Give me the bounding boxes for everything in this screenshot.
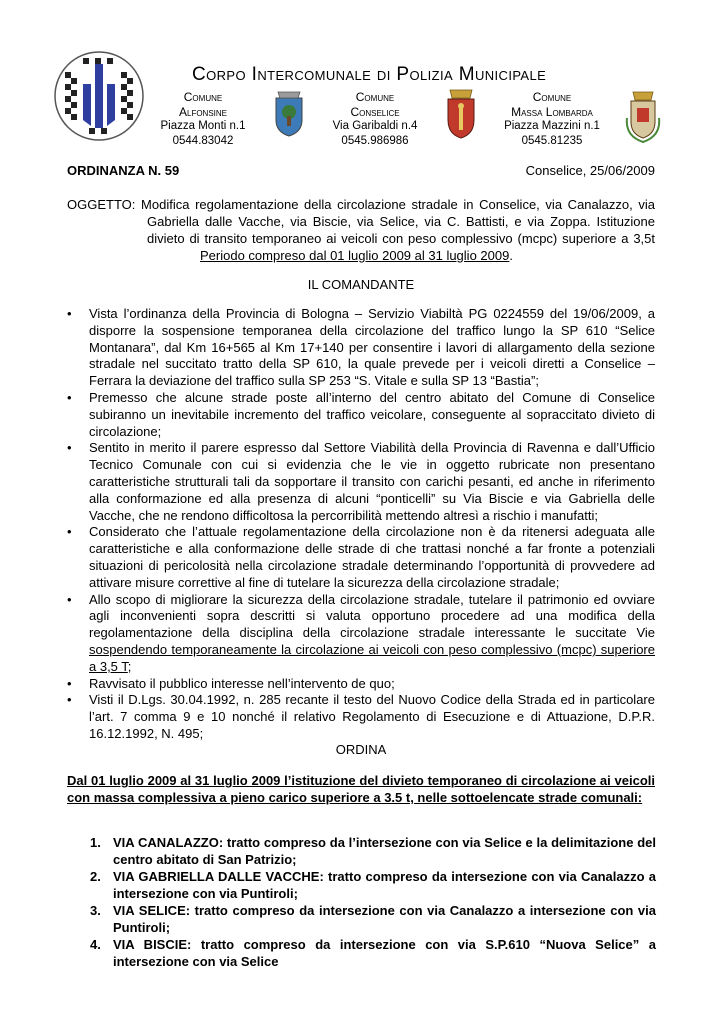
municipality-address: Piazza Mazzini n.1 (504, 120, 600, 132)
list-item: • Sentito in merito il parere espresso dal Settore Viabilità della Provincia di Ravenna e dall’Ufficio Tecnico Comunale con cui si evidenzia che le vie in oggetto rubricate non presentano caratteristiche strutturali tali da sopportare il transito con carichi pesanti, ed anche in riferimento alla conformazione ed alla presenza di alcuni “ponticelli” su Via Biscie e via Gabriella delle Vacche, che ne rendono difficoltosa la percorribilità mettendo altresì a rischio i manufatti; (67, 440, 655, 523)
municipality-name: Alfonsine (178, 104, 227, 119)
municipality-alfonsine (133, 90, 273, 148)
crest-conselice-icon (442, 86, 480, 140)
list-item: 2. VIA GABRIELLA DALLE VACCHE: tratto compreso da intersezione con via Canalazzo a intersezione con via Puntiroli; (90, 869, 656, 901)
municipality-name: Conselice (350, 104, 400, 119)
municipality-label: Comune (355, 90, 395, 104)
crest-alfonsine-icon (270, 88, 308, 138)
municipality-label: Comune (183, 90, 223, 104)
subject-label: OGGETTO: (67, 197, 136, 212)
list-item: • Visti il D.Lgs. 30.04.1992, n. 285 recante il testo del Nuovo Codice della Strada ed in particolare l’art. 7 comma 9 e 10 nonché il relativo Regolamento di Esecuzione e di Attuazione, D.P.R. 16.12.1992, N. 495; (67, 692, 655, 741)
list-item: • Considerato che l’attuale regolamentazione della circolazione non è da ritenersi adeguata alle caratteristiche e alla conformazione delle strade di che trattasi nonché a far fronte a potenziali situazioni di pericolosità nella circolazione stradale determinando l’opportunità di provvedere ad attivare misure correttive al fine di tutelare la sicurezza della circolazione stradale; (67, 524, 655, 590)
municipality-conselice (305, 90, 445, 148)
subject-period: Periodo compreso dal 01 luglio 2009 al 31 luglio 2009 (200, 248, 510, 263)
subject-text-1: Modifica regolamentazione della circolazione stradale in Conselice, via Canalazzo, via (141, 197, 655, 212)
municipality-address: Piazza Monti n.1 (160, 120, 246, 132)
list-item: 4. VIA BISCIE: tratto compreso da intersezione con via S.P.610 “Nuova Selice” a intersezione con via Selice (90, 937, 656, 969)
order-intro: Dal 01 luglio 2009 al 31 luglio 2009 l’istituzione del divieto temporaneo di circolazione ai veicoli con massa complessiva a pieno carico superiore a 3.5 t, nelle sottoelencate strade comunali: (67, 773, 655, 805)
streets-list (90, 834, 656, 970)
subject-line-1 (67, 197, 655, 214)
commander-heading: IL COMANDANTE (307, 277, 415, 292)
page-title: Corpo Intercomunale di Polizia Municipale (192, 64, 547, 85)
orders-heading: ORDINA (335, 742, 387, 757)
municipality-phone: 0545.81235 (521, 134, 583, 147)
municipality-phone: 0544.83042 (172, 134, 234, 147)
subject-period-end: . (509, 248, 513, 263)
premise-underlined: sospendendo temporaneamente la circolazione ai veicoli con peso complessivo (mcpc) superiore a 3,5 T (89, 641, 655, 674)
ordinance-date: Conselice, 25/06/2009 (525, 163, 655, 178)
list-item: • Vista l’ordinanza della Provincia di Bologna – Servizio Viabiltà PG 0224559 del 19/06/2009, a disporre la sospensione temporanea della circolazione del traffico lungo la SP 610 “Selice Montanara”, dal Km 16+565 al Km 17+140 per consentire i lavori di allargamento della sezione stradale nel succitato tratto della SP 610, la quale prevede per i veicoli diretti a Conselice – Ferrara la deviazione del traffico sulla SP 253 “S. Vitale e sulla SP 13 “Bastia”; (67, 306, 655, 389)
police-logo (53, 50, 145, 142)
municipality-phone: 0545.986986 (341, 134, 409, 147)
subject-period-line (200, 248, 620, 265)
municipality-name: Massa Lombarda (511, 104, 593, 119)
premises-list (67, 306, 655, 743)
ordinance-number: ORDINANZA N. 59 (67, 163, 180, 178)
list-item: • Ravvisato il pubblico interesse nell’intervento de quo; (67, 675, 395, 691)
subject-line-3: divieto di transito temporaneo ai veicoli con peso complessivo (mcpc) superiore a 3,5t (147, 231, 655, 246)
list-item: • Allo scopo di migliorare la sicurezza della circolazione stradale, tutelare il patrimonio ed ovviare agli inconvenienti sopra descritti si valuta opportuno procedere ad una modifica della regolamentazione della disciplina della circolazione stradale interessante le succitate Vie sospendendo temporaneamente la circolazione ai veicoli con peso complessivo (mcpc) superiore a 3,5 T; (67, 591, 655, 674)
municipality-massa-lombarda (482, 90, 622, 148)
crest-massa-lombarda-icon (623, 88, 663, 144)
municipality-label: Comune (532, 90, 572, 104)
municipality-address: Via Garibaldi n.4 (332, 120, 418, 132)
list-item: 1. VIA CANALAZZO: tratto compreso da l’intersezione con via Selice e la delimitazione del centro abitato di San Patrizio; (90, 835, 656, 867)
list-item: 3. VIA SELICE: tratto compreso da intersezione con via Canalazzo a intersezione con via Puntiroli; (90, 903, 656, 935)
subject-line-2: Gabriella dalle Vacche, via Biscie, via Selice, via C. Battisti, e via Zoppa. Istituzione (147, 214, 655, 229)
list-item: • Premesso che alcune strade poste all’interno del centro abitato del Comune di Conselice subiranno un inevitabile incremento del traffico veicolare, conseguente al sopraccitato divieto di circolazione; (67, 389, 655, 439)
